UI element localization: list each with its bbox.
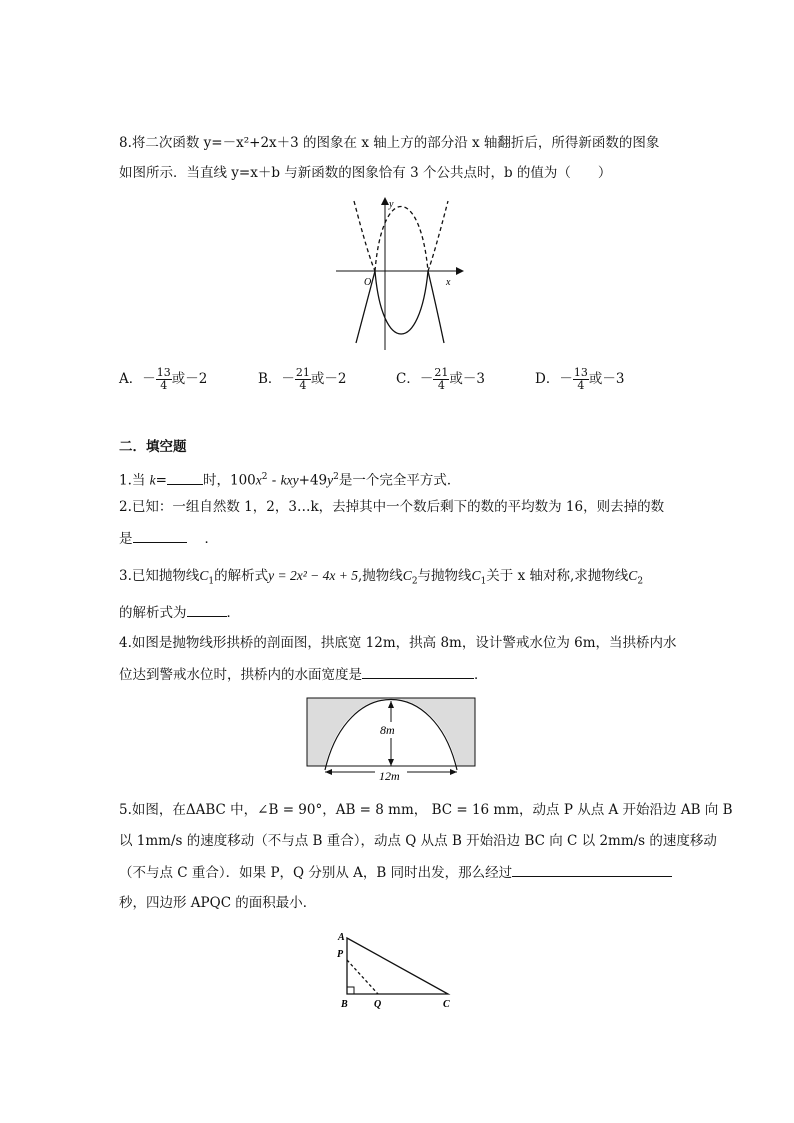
right-angle-mark xyxy=(347,987,354,994)
solid-right-branch xyxy=(428,271,444,343)
label-b: B xyxy=(341,999,348,1010)
q8-option-d[interactable]: D．－ $\frac{13}{4}$ 或－3 xyxy=(535,366,625,392)
segment-pq xyxy=(347,960,378,994)
answer-blank-4[interactable] xyxy=(362,665,474,679)
triangle-figure xyxy=(334,930,464,1010)
section-title: 二．填空题 xyxy=(119,439,187,455)
answer-blank-2[interactable] xyxy=(133,529,187,543)
fill-q2-line2: 是 ． xyxy=(119,531,218,547)
q8-line2: 如图所示．当直线 y=x＋b 与新函数的图象恰有 3 个公共点时，b 的值为（ ） xyxy=(119,165,612,181)
label-p: P xyxy=(337,949,344,960)
fill-q4-line1: 4.如图是抛物线形拱桥的剖面图，拱底宽 12m，拱高 8m，设计警戒水位为 6m，当拱桥内水 xyxy=(119,635,677,651)
fill-q5-line4: 秒，四边形 APQC 的面积最小． xyxy=(119,895,317,911)
dashed-parabola-right xyxy=(428,201,448,271)
fill-q2-line1: 2.已知：一组自然数 1，2，3…k，去掉其中一个数后剩下的数的平均数为 16，则去掉的数 xyxy=(119,499,665,515)
triangle-abc xyxy=(347,938,448,994)
label-c: C xyxy=(443,999,450,1010)
label-a: A xyxy=(338,932,345,943)
q8-option-c[interactable]: C．－ $\frac{21}{4}$ 或－3 xyxy=(396,366,485,392)
fill-q3-line2: 的解析式为 ． xyxy=(119,605,240,621)
width-arrow-right xyxy=(450,769,457,775)
q8-line1: 8.将二次函数 y=－x²+2x＋3 的图象在 x 轴上方的部分沿 x 轴翻折后，所得新函数的图象 xyxy=(119,135,660,151)
y-axis-label: y xyxy=(389,199,394,210)
fill-q5-line3: （不与点 C 重合）．如果 P，Q 分别从 A，B 同时出发，那么经过 xyxy=(119,863,672,882)
x-axis-label: x xyxy=(446,277,451,288)
x-axis-arrow xyxy=(456,267,464,275)
fill-q1: 1.当 k= 时，$100x^2 - kxy+49y^2$是一个完全平方式． xyxy=(119,472,461,489)
origin-label: O xyxy=(364,277,372,288)
solid-folded-part xyxy=(375,271,428,334)
answer-blank-5[interactable] xyxy=(512,863,672,877)
dashed-parabola xyxy=(354,201,375,271)
fill-q4-line2: 位达到警戒水位时，拱桥内的水面宽度是 ． xyxy=(119,667,488,683)
bridge-figure xyxy=(307,698,477,790)
y-axis-arrow xyxy=(381,197,389,205)
q8-option-b[interactable]: B．－ $\frac{21}{4}$ 或－2 xyxy=(258,366,347,392)
dashed-parabola-top xyxy=(375,207,428,272)
label-q: Q xyxy=(374,999,382,1010)
fill-q5-line2: 以 1mm/s 的速度移动（不与点 B 重合），动点 Q 从点 B 开始沿边 BC 向 C 以 2mm/s 的速度移动 xyxy=(119,833,717,849)
fill-q5-line1: 5.如图，在ΔABC 中，∠B = 90°，AB = 8 mm， BC = 16 mm，动点 P 从点 A 开始沿边 AB 向 B xyxy=(119,802,733,818)
height-label: 8m xyxy=(380,723,395,737)
q8-parabola-figure xyxy=(330,195,470,355)
width-label: 12m xyxy=(379,769,400,783)
q8-option-a[interactable]: A．－ $\frac{13}{4}$ 或－2 xyxy=(119,366,208,392)
width-arrow-left xyxy=(325,769,332,775)
answer-blank-1[interactable] xyxy=(167,471,203,485)
answer-blank-3[interactable] xyxy=(187,603,227,617)
fill-q3-line1: 3.已知抛物线$C_1$的解析式y = 2x² − 4x + 5,抛物线$C_2$与抛物线$C_1$关于 x 轴对称,求抛物线$C_2$ xyxy=(119,568,644,587)
